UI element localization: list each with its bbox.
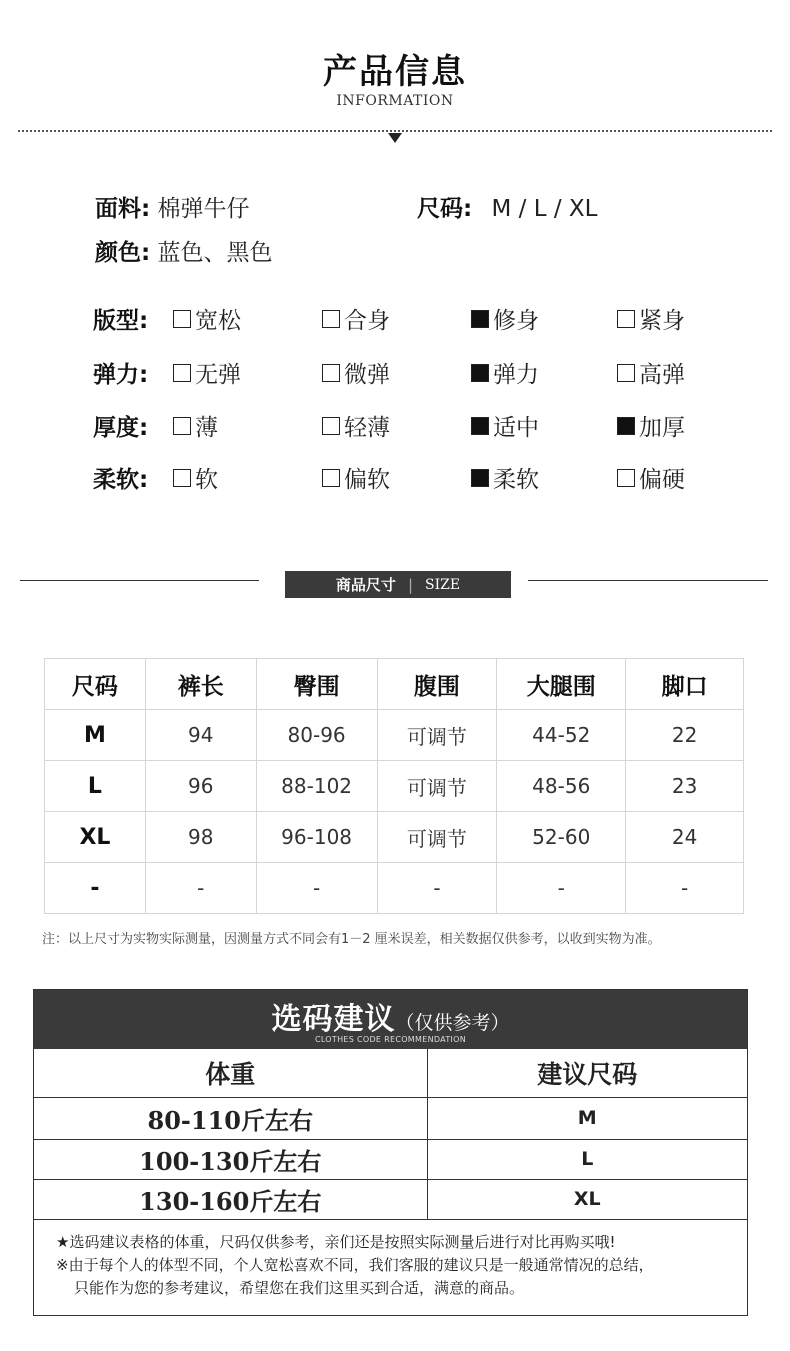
size-table <box>44 658 744 914</box>
attribute-option <box>173 356 241 389</box>
attribute-option <box>471 356 539 389</box>
table-row <box>45 812 744 863</box>
attribute-option <box>173 302 241 335</box>
size-table-cell: - <box>256 863 377 914</box>
size-section-title: 商品尺寸 <box>335 576 396 594</box>
size-table-cell: - <box>626 863 744 914</box>
page-title: 产品信息 <box>323 52 467 92</box>
size-table-header <box>45 659 744 710</box>
size-label: 尺码: <box>417 196 473 222</box>
attribute-option <box>471 409 539 442</box>
size-recommendation <box>33 989 748 1316</box>
size-value: M / L / XL <box>491 196 598 222</box>
size-section-separator: | <box>407 575 413 594</box>
unchecked-box-icon <box>173 469 191 487</box>
size-table-cell: - <box>497 863 626 914</box>
table-row <box>45 761 744 812</box>
attribute-option-label: 偏硬 <box>639 467 685 493</box>
unchecked-box-icon <box>173 364 191 382</box>
size-table-cell: 48-56 <box>497 761 626 812</box>
attribute-option-label: 加厚 <box>639 415 685 441</box>
attribute-option-label: 弹力 <box>493 362 539 388</box>
recommendation-header-cell: 建议尺码 <box>427 1049 747 1097</box>
attribute-option <box>617 461 685 494</box>
dotted-divider <box>18 130 772 132</box>
size-table-cell: 88-102 <box>256 761 377 812</box>
table-row <box>34 1139 747 1179</box>
attribute-option-label: 宽松 <box>195 308 241 334</box>
recommendation-note: ※由于每个人的体型不同，个人宽松喜欢不同，我们客服的建议只是一般通常情况的总结， <box>56 1256 654 1274</box>
recommendation-header-cell: 体重 <box>34 1049 427 1097</box>
recommendation-table-header <box>34 1049 747 1097</box>
fabric-info <box>95 190 250 223</box>
unchecked-box-icon <box>322 310 340 328</box>
recommended-size-cell: M <box>427 1097 747 1139</box>
size-table-cell: 可调节 <box>377 812 497 863</box>
table-row <box>34 1179 747 1219</box>
weight-range-cell: 100-130斤左右 <box>34 1139 427 1179</box>
attribute-option <box>322 356 390 389</box>
size-table-cell: XL <box>45 812 146 863</box>
attribute-option <box>322 461 390 494</box>
unchecked-box-icon <box>322 364 340 382</box>
attribute-label: 弹力: <box>93 362 149 388</box>
checked-box-icon <box>471 469 489 487</box>
recommendation-title-suffix: （仅供参考） <box>395 1012 510 1034</box>
recommendation-header <box>34 990 747 1049</box>
table-row <box>45 710 744 761</box>
size-table-header-cell: 腹围 <box>377 659 497 710</box>
unchecked-box-icon <box>173 310 191 328</box>
attribute-option <box>173 409 218 442</box>
size-table-header-cell: 臀围 <box>256 659 377 710</box>
size-table-cell: - <box>45 863 146 914</box>
size-section-banner <box>285 571 511 598</box>
table-row <box>34 1097 747 1139</box>
attribute-label: 版型: <box>93 308 149 334</box>
size-table-header-cell: 尺码 <box>45 659 146 710</box>
page-subtitle: INFORMATION <box>336 93 454 109</box>
attribute-option-label: 薄 <box>195 415 218 441</box>
size-note: 注：以上尺寸为实物实际测量，因测量方式不同会有1－2 厘米误差，相关数据仅供参考，以收到实物为准。 <box>42 932 661 947</box>
fabric-value: 棉弹牛仔 <box>157 196 250 222</box>
attribute-option-label: 无弹 <box>195 362 241 388</box>
attribute-option <box>617 409 685 442</box>
unchecked-box-icon <box>617 469 635 487</box>
weight-range-cell: 130-160斤左右 <box>34 1179 427 1219</box>
size-table-header-cell: 大腿围 <box>497 659 626 710</box>
unchecked-box-icon <box>322 417 340 435</box>
attribute-option-label: 偏软 <box>344 467 390 493</box>
attribute-option <box>322 302 390 335</box>
attribute-option <box>617 356 685 389</box>
color-info <box>95 234 273 267</box>
recommended-size-cell: XL <box>427 1179 747 1219</box>
color-label: 颜色: <box>95 240 151 266</box>
attribute-option <box>471 302 539 335</box>
attribute-option <box>173 461 218 494</box>
color-value: 蓝色、黑色 <box>157 240 273 266</box>
size-table-header-cell: 脚口 <box>626 659 744 710</box>
unchecked-box-icon <box>617 364 635 382</box>
checked-box-icon <box>617 417 635 435</box>
size-table-cell: 24 <box>626 812 744 863</box>
checked-box-icon <box>471 364 489 382</box>
size-table-cell: 可调节 <box>377 761 497 812</box>
unchecked-box-icon <box>322 469 340 487</box>
size-table-cell: 98 <box>145 812 256 863</box>
attribute-option-label: 软 <box>195 467 218 493</box>
attribute-option <box>617 302 685 335</box>
attribute-option-label: 修身 <box>493 308 539 334</box>
attribute-option-label: 合身 <box>344 308 390 334</box>
attribute-option-label: 高弹 <box>639 362 685 388</box>
attribute-option-label: 微弹 <box>344 362 390 388</box>
size-table-cell: 22 <box>626 710 744 761</box>
recommendation-title-en: CLOTHES CODE RECOMMENDATION <box>314 1035 467 1044</box>
triangle-down-icon <box>388 133 402 143</box>
size-table-cell: 94 <box>145 710 256 761</box>
attribute-label: 厚度: <box>93 415 149 441</box>
size-table-cell: M <box>45 710 146 761</box>
recommendation-note: 只能作为您的参考建议，希望您在我们这里买到合适，满意的商品。 <box>74 1279 525 1297</box>
size-table-cell: 52-60 <box>497 812 626 863</box>
attribute-option-label: 柔软 <box>493 467 539 493</box>
size-table-cell: 80-96 <box>256 710 377 761</box>
attribute-option <box>322 409 390 442</box>
recommended-size-cell: L <box>427 1139 747 1179</box>
recommendation-note: ★选码建议表格的体重，尺码仅供参考，亲们还是按照实际测量后进行对比再购买哦! <box>56 1233 616 1251</box>
weight-range-cell: 80-110斤左右 <box>34 1097 427 1139</box>
size-table-cell: 96-108 <box>256 812 377 863</box>
size-table-cell: - <box>377 863 497 914</box>
attribute-option-label: 适中 <box>493 415 539 441</box>
size-table-cell: - <box>145 863 256 914</box>
size-table-cell: 23 <box>626 761 744 812</box>
size-info <box>417 190 598 223</box>
recommendation-title: 选码建议 <box>271 1002 396 1037</box>
checked-box-icon <box>471 310 489 328</box>
fabric-label: 面料: <box>95 196 151 222</box>
size-table-cell: 44-52 <box>497 710 626 761</box>
table-row <box>45 863 744 914</box>
attribute-option-label: 紧身 <box>639 308 685 334</box>
recommendation-notes <box>56 1231 654 1300</box>
recommendation-table <box>34 1049 747 1220</box>
size-table-cell: 96 <box>145 761 256 812</box>
size-table-header-cell: 裤长 <box>145 659 256 710</box>
attribute-option <box>471 461 539 494</box>
divider-left <box>20 580 259 581</box>
size-table-cell: L <box>45 761 146 812</box>
checked-box-icon <box>471 417 489 435</box>
unchecked-box-icon <box>617 310 635 328</box>
divider-right <box>528 580 768 581</box>
unchecked-box-icon <box>173 417 191 435</box>
attribute-option-label: 轻薄 <box>344 415 390 441</box>
attribute-label: 柔软: <box>93 467 149 493</box>
size-table-cell: 可调节 <box>377 710 497 761</box>
size-section-title-en: SIZE <box>425 576 461 593</box>
